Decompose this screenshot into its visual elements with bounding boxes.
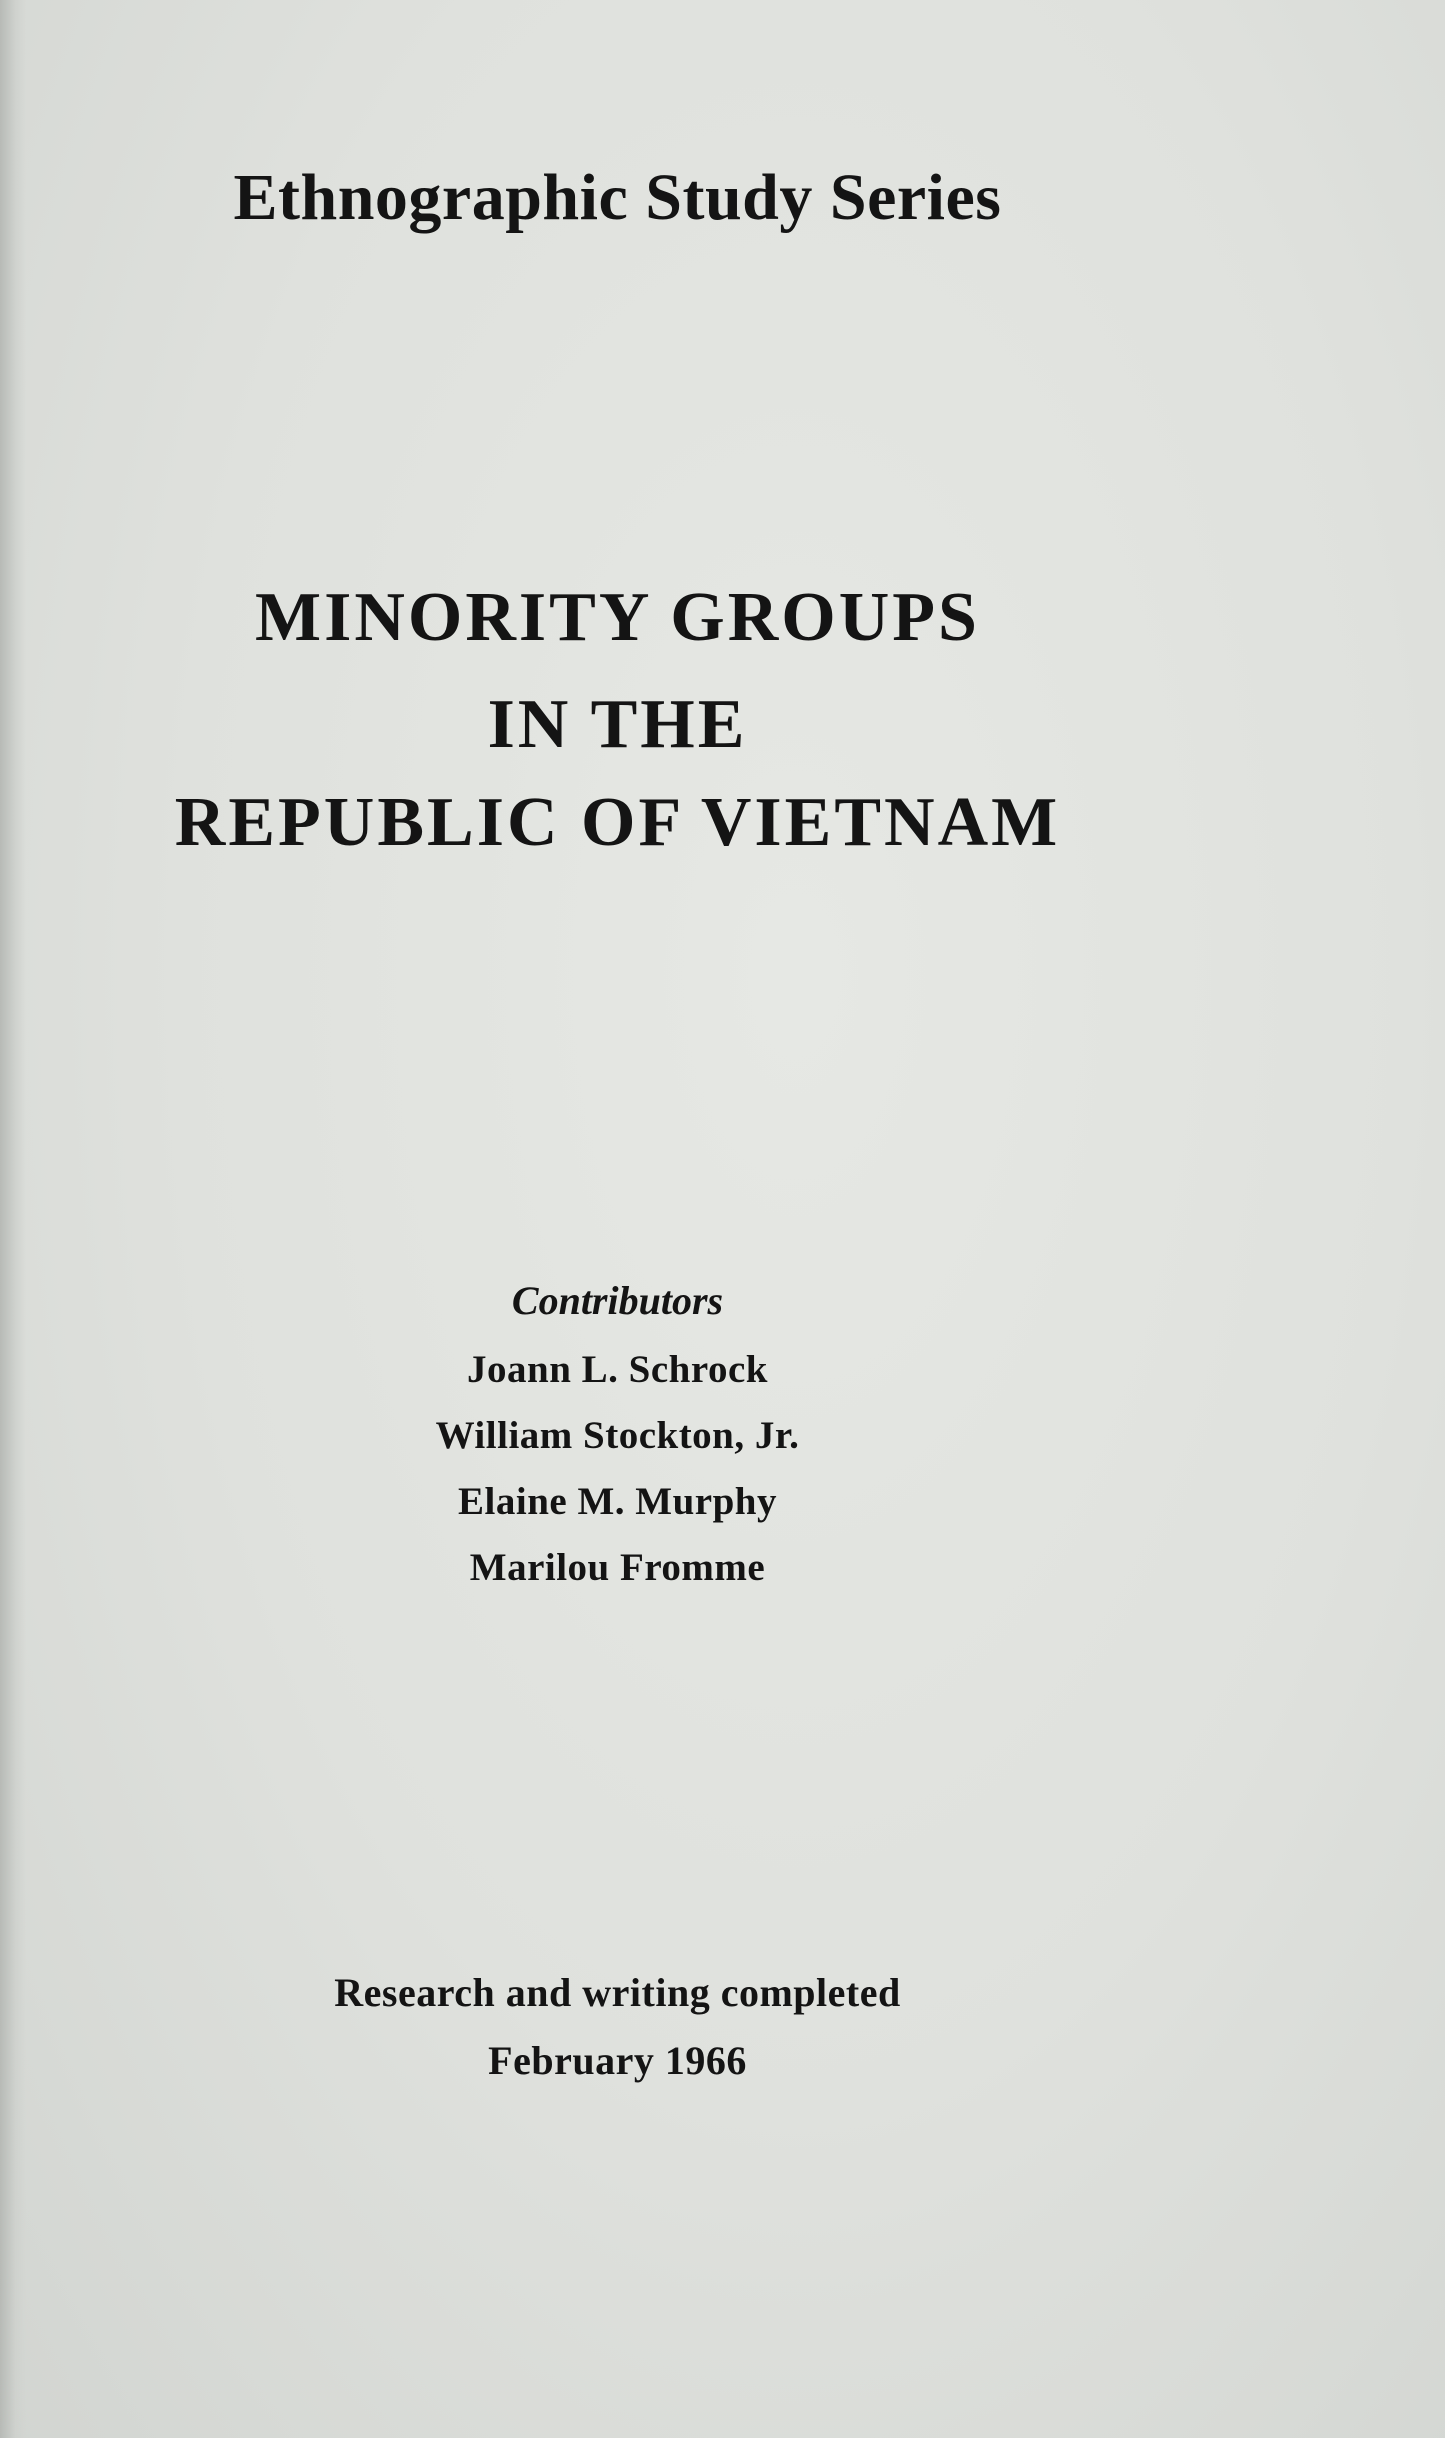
contributors-heading: Contributors [511, 1278, 724, 1323]
contributor-name: Elaine M. Murphy [458, 1480, 777, 1523]
completion-date: February 1966 [488, 2038, 747, 2083]
book-title-line-1: MINORITY GROUPS [255, 579, 980, 656]
series-title: Ethnographic Study Series [233, 161, 1002, 234]
book-title-line-3: REPUBLIC OF VIETNAM [174, 784, 1061, 861]
contributor-name: William Stockton, Jr. [435, 1414, 800, 1457]
book-title-line-2: IN THE [487, 686, 748, 763]
contributor-name: Joann L. Schrock [467, 1348, 768, 1391]
contributor-name: Marilou Fromme [469, 1546, 766, 1589]
completion-note: Research and writing completed [334, 1970, 901, 2015]
